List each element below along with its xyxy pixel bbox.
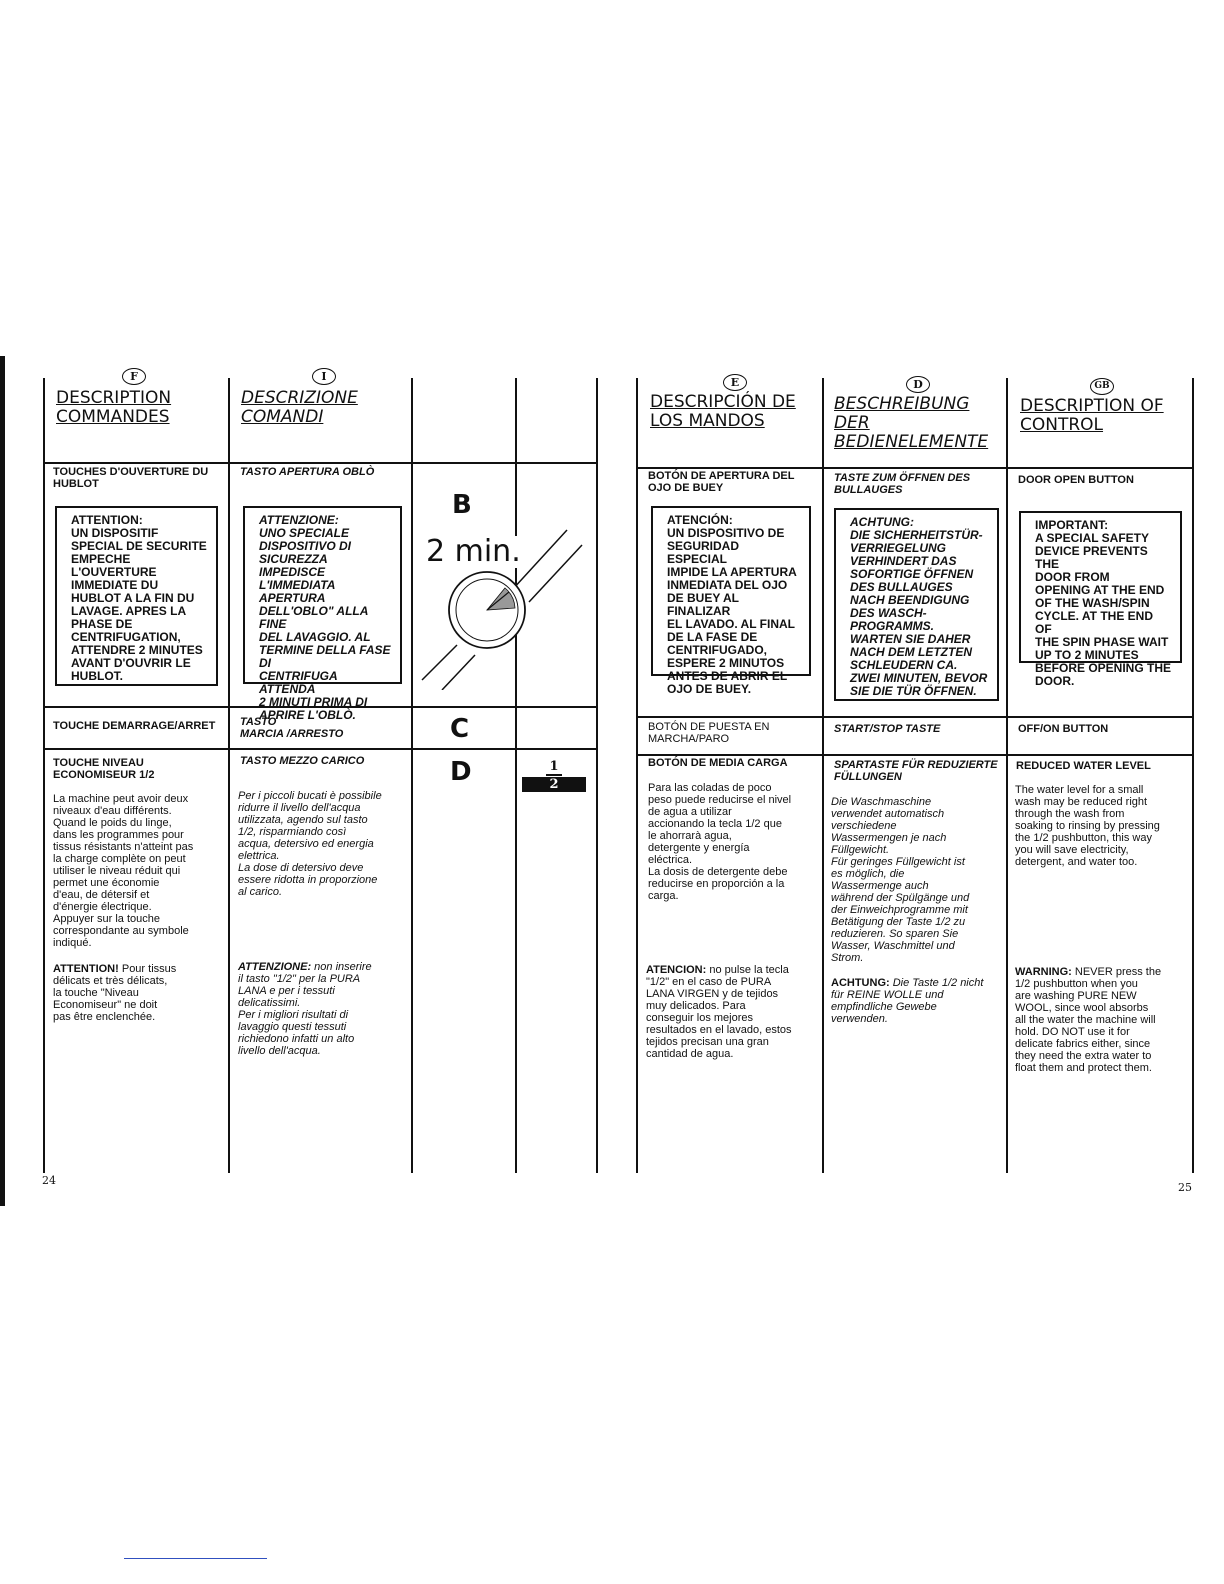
title-de: BESCHREIBUNG DER BEDIENELEMENTE — [834, 394, 989, 452]
fr-start-heading: TOUCHE DEMARRAGE/ARRET — [53, 720, 216, 732]
title-fr: DESCRIPTION COMMANDES — [56, 388, 172, 427]
es-door-warning-box: ATENCIÓN: UN DISPOSITIVO DE SEGURIDAD ESPECIAL IMPIDE LA APERTURA INMEDIATA DEL OJO DE BUEY AL FINALIZAR EL LAVADO. AL FINAL DE LA FASE DE CENTRIFUGADO, ESPERE 2 MINUTOS ANTES DE ABRIR EL OJO DE BUEY. — [651, 506, 811, 676]
de-level-body: Die Waschmaschine verwendet automatisch verschiedene Wassermengen je nach Füllgewicht. Für geringes Füllgewicht ist es möglich, die Wassermenge auch während der Spülgänge und der Einweichprogramme mit Betätigung der Taste 1/2 zu reduzieren. So sparen Sie Wasser, Waschmittel und Strom. — [831, 796, 970, 964]
it-start-heading: TASTO MARCIA /ARRESTO — [240, 716, 344, 740]
fr-level-heading: TOUCHE NIVEAU ECONOMISEUR 1/2 — [53, 757, 155, 781]
col-divider-7 — [822, 378, 824, 1173]
footer-line — [124, 1558, 267, 1559]
half-bottom-digit: 2 — [549, 777, 559, 792]
es-level-body: Para las coladas de poco peso puede reducirse el nivel de agua a utilizar accionando la tecla 1/2 que le ahorrarà agua, detergente y energía eléctrica. La dosis de detergente debe reducirse en proporción a la carga. — [648, 782, 792, 902]
it-warning-label: ATTENZIONE: — [238, 961, 312, 973]
flag-fr-icon: F — [122, 368, 146, 385]
half-top-digit: 1 — [549, 759, 559, 774]
it-door-heading: TASTO APERTURA OBLÒ — [240, 466, 375, 478]
es-level-heading: BOTÓN DE MEDIA CARGA — [648, 757, 788, 769]
de-door-heading: TASTE ZUM ÖFFNEN DES BULLAUGES — [834, 472, 971, 496]
de-door-warning-box: ACHTUNG: DIE SICHERHEITSTÜR- VERRIEGELUNG VERHINDERT DAS SOFORTIGE ÖFFNEN DES BULLAUGES NACH BEENDIGUNG DES WASCH- PROGRAMMS. WARTEN SIE DAHER NACH DEM LETZTEN SCHLEUDERN CA. ZWEI MINUTEN, BEVOR SIE DIE TÜR ÖFFNEN. — [834, 508, 999, 701]
es-start-heading: BOTÓN DE PUESTA EN MARCHA/PARO — [648, 721, 770, 745]
fr-door-heading: TOUCHES D'OUVERTURE DU HUBLOT — [53, 466, 209, 490]
flag-es-icon: E — [723, 374, 747, 391]
es-door-heading: BOTÓN DE APERTURA DEL OJO DE BUEY — [648, 470, 795, 494]
gb-door-heading: DOOR OPEN BUTTON — [1018, 474, 1134, 486]
right-row-line-2 — [636, 716, 1194, 718]
gb-start-heading: OFF/ON BUTTON — [1018, 723, 1109, 735]
it-warning-paragraph — [238, 961, 410, 1057]
it-level-body: Per i piccoli bucati è possibile ridurre il livello dell'acqua utilizzata, agendo sul tasto 1/2, risparmiando così acqua, detersivo ed energia elettrica. La dose di detersivo deve essere ridotta in proporzione al carico. — [238, 790, 382, 898]
page-number-right: 25 — [1178, 1181, 1192, 1194]
fr-warning-label: ATTENTION! — [53, 963, 119, 975]
fr-level-body: La machine peut avoir deux niveaux d'eau différents. Quand le poids du linge, dans les programmes pour tissus résistants n'atteint pas la charge complète on peut utiliser le niveau réduit qui permet une économie d'eau, de détersif et d'énergie électrique. Appuyer sur la touche correspondante au symbole indiqué. — [53, 793, 194, 949]
right-row-line-1 — [636, 467, 1194, 469]
left-row-line-3 — [43, 748, 598, 750]
fr-warning-paragraph — [53, 963, 225, 1023]
es-warning-paragraph — [646, 964, 818, 1060]
it-level-heading: TASTO MEZZO CARICO — [240, 755, 365, 767]
col-divider-4 — [515, 378, 517, 1173]
gb-door-warning-box: IMPORTANT: A SPECIAL SAFETY DEVICE PREVENTS THE DOOR FROM OPENING AT THE END OF THE WASH/SPIN CYCLE. AT THE END OF THE SPIN PHASE WAIT UP TO 2 MINUTES BEFORE OPENING THE DOOR. — [1019, 511, 1182, 663]
de-level-heading: SPARTASTE FÜR REDUZIERTE FÜLLUNGEN — [834, 759, 998, 783]
col-divider-2 — [228, 378, 230, 1173]
left-page-edge — [0, 356, 5, 1206]
de-start-heading: START/STOP TASTE — [834, 723, 941, 735]
label-d: D — [450, 757, 472, 787]
it-warning-text: non inserire il tasto "1/2" per la PURA LANA e per i tessuti delicatissimi. Per i migliori risultati di lavaggio questi tessuti richiedono infatti un alto livello dell'acqua. — [238, 961, 372, 1057]
gb-warning-label: WARNING: — [1015, 966, 1072, 978]
es-warning-text: no pulse la tecla "1/2" en el caso de PURA LANA VIRGEN y de tejidos muy delicados. Para conseguir los mejores resultados en el lavado, estos tejidos precisan una gran cantidad de agua. — [646, 964, 792, 1060]
it-door-warning-box: ATTENZIONE: UNO SPECIALE DISPOSITIVO DI SICUREZZA IMPEDISCE L'IMMEDIATA APERTURA DELL'OBLO" ALLA FINE DEL LAVAGGIO. AL TERMINE DELLA FASE DI CENTRIFUGA ATTENDA 2 MINUTI PRIMA DI APRIRE L'OBLÒ. — [243, 506, 402, 684]
gb-warning-text: NEVER press the 1/2 pushbutton when you are washing PURE NEW WOOL, since wool absorbs all the water the machine will hold. DO NOT use it for delicate fabrics either, since they need the extra water to float them and protect them. — [1015, 966, 1162, 1074]
de-warning-label: ACHTUNG: — [831, 977, 890, 989]
col-divider-6 — [636, 378, 638, 1173]
col-divider-1 — [43, 378, 45, 1173]
left-row-line-1 — [43, 462, 598, 464]
half-load-button-icon — [522, 760, 586, 794]
de-warning-paragraph — [831, 977, 1003, 1025]
title-it: DESCRIZIONE COMANDI — [241, 388, 358, 427]
fr-warning-text: Pour tissus délicats et très délicats, la touche "Niveau Economiseur" ne doit pas être enclenchée. — [53, 963, 177, 1023]
col-divider-9 — [1192, 378, 1194, 1173]
flag-it-icon: I — [312, 368, 336, 385]
col-divider-5 — [596, 378, 598, 1173]
de-warning-text: Die Taste 1/2 nicht für REINE WOLLE und empfindliche Gewebe verwenden. — [831, 977, 984, 1025]
gb-level-heading: REDUCED WATER LEVEL — [1016, 760, 1151, 772]
flag-gb-icon: GB — [1090, 378, 1114, 395]
col-divider-8 — [1006, 378, 1008, 1173]
es-warning-label: ATENCION: — [646, 964, 707, 976]
timer-label: 2 min. — [426, 534, 521, 569]
col-divider-3 — [411, 378, 413, 1173]
right-row-line-3 — [636, 754, 1194, 756]
flag-de-icon: D — [906, 376, 930, 393]
fr-door-warning-box: ATTENTION: UN DISPOSITIF SPECIAL DE SECURITE EMPECHE L'OUVERTURE IMMEDIATE DU HUBLOT A LA FIN DU LAVAGE. APRES LA PHASE DE CENTRIFUGATION, ATTENDRE 2 MINUTES AVANT D'OUVRIR LE HUBLOT. — [55, 506, 218, 686]
gb-warning-paragraph — [1015, 966, 1187, 1074]
title-gb: DESCRIPTION OF CONTROL — [1020, 396, 1164, 435]
gb-level-body: The water level for a small wash may be reduced right through the wash from soaking to rinsing by pressing the 1/2 pushbutton, this way you will save electricity, detergent, and water too. — [1015, 784, 1160, 868]
page-number-left: 24 — [42, 1174, 56, 1187]
label-c: C — [450, 714, 470, 744]
title-es: DESCRIPCIÓN DE LOS MANDOS — [650, 392, 796, 431]
label-b: B — [452, 490, 472, 520]
